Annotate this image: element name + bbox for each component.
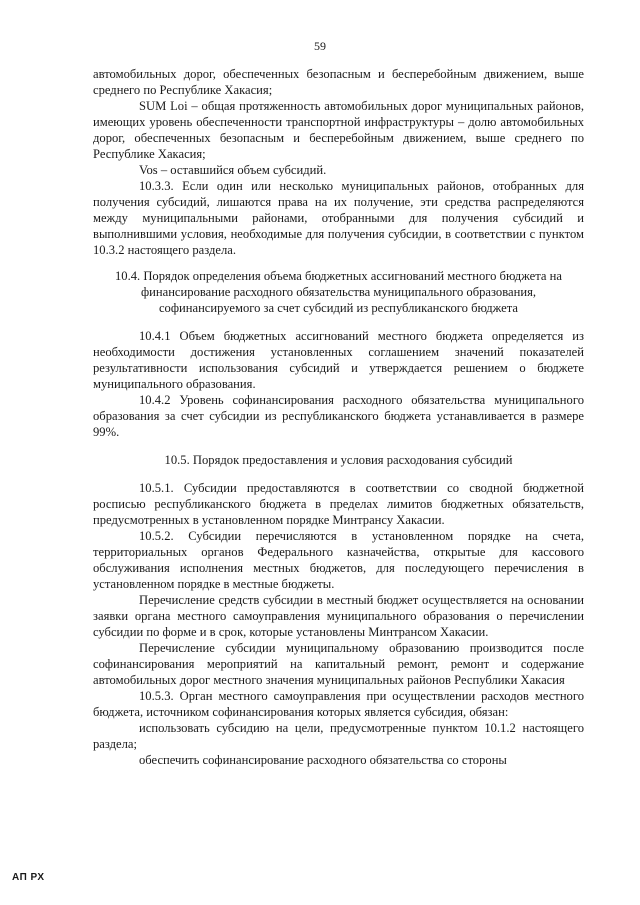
paragraph: обеспечить софинансирование расходного обязательства со стороны — [139, 753, 507, 767]
paragraph: 10.5.3. Орган местного самоуправления при осуществлении расходов местного бюджета, источником софинансирования которых является субсидия, обязан: — [93, 689, 584, 719]
paragraph: автомобильных дорог, обеспеченных безопасным и бесперебойным движением, выше среднего по Республике Хакасия; — [93, 67, 584, 97]
paragraph: Vos – оставшийся объем субсидий. — [139, 163, 327, 177]
paragraph: 10.5.1. Субсидии предоставляются в соответствии со сводной бюджетной росписью республиканского бюджета в пределах лимитов бюджетных обязательств, предусмотренных в установленном порядке Минтрансу Хакасии. — [93, 481, 584, 527]
paragraph: использовать субсидию на цели, предусмотренные пунктом 10.1.2 настоящего раздела; — [93, 721, 584, 751]
section-heading: 10.4. Порядок определения объема бюджетных ассигнований местного бюджета на финансирование расходного обязательства муниципального образования, софинансируемого за счет субсидий из республиканского бюджета — [115, 269, 562, 315]
paragraph: 10.4.2 Уровень софинансирования расходного обязательства муниципального образования за счет субсидии из республиканского бюджета устанавливается в размере 99%. — [93, 393, 584, 439]
footer-stamp: АП РХ — [12, 872, 45, 883]
paragraph: 10.3.3. Если один или несколько муниципальных районов, отобранных для получения субсидий, лишаются права на их получение, эти средства распределяются между муниципальными районами, отобранными для получения субсидий и выполнившими условия, необходимые для получения субсидии, в соответствии с пунктом 10.3.2 настоящего раздела. — [93, 179, 584, 257]
page-number: 59 — [314, 39, 326, 53]
document-body — [93, 66, 584, 768]
paragraph: Перечисление субсидии муниципальному образованию производится после софинансирования мероприятий на капитальный ремонт, ремонт и содержание автомобильных дорог местного значения муниципальных районов Республики Хакасия — [93, 641, 584, 687]
section-heading: 10.5. Порядок предоставления и условия расходования субсидий — [164, 453, 513, 467]
paragraph: SUM Loi – общая протяженность автомобильных дорог муниципальных районов, имеющих уровень обеспеченности транспортной инфраструктуры – долю автомобильных дорог, обеспеченных безопасным и бесперебойным движением, выше среднего по Республике Хакасия; — [93, 99, 584, 161]
paragraph: Перечисление средств субсидии в местный бюджет осуществляется на основании заявки органа местного самоуправления муниципального образования о перечислении субсидии по форме и в срок, которые установлены Минтрансом Хакасии. — [93, 593, 584, 639]
paragraph: 10.4.1 Объем бюджетных ассигнований местного бюджета определяется из необходимости достижения установленных соглашением значений показателей результативности использования субсидий и утверждается решением о бюджете муниципального образования. — [93, 329, 584, 391]
paragraph: 10.5.2. Субсидии перечисляются в установленном порядке на счета, территориальных органов Федерального казначейства, открытые для кассового обслуживания исполнения местных бюджетов, для последующего перечисления в установленном порядке в местные бюджеты. — [93, 529, 584, 591]
